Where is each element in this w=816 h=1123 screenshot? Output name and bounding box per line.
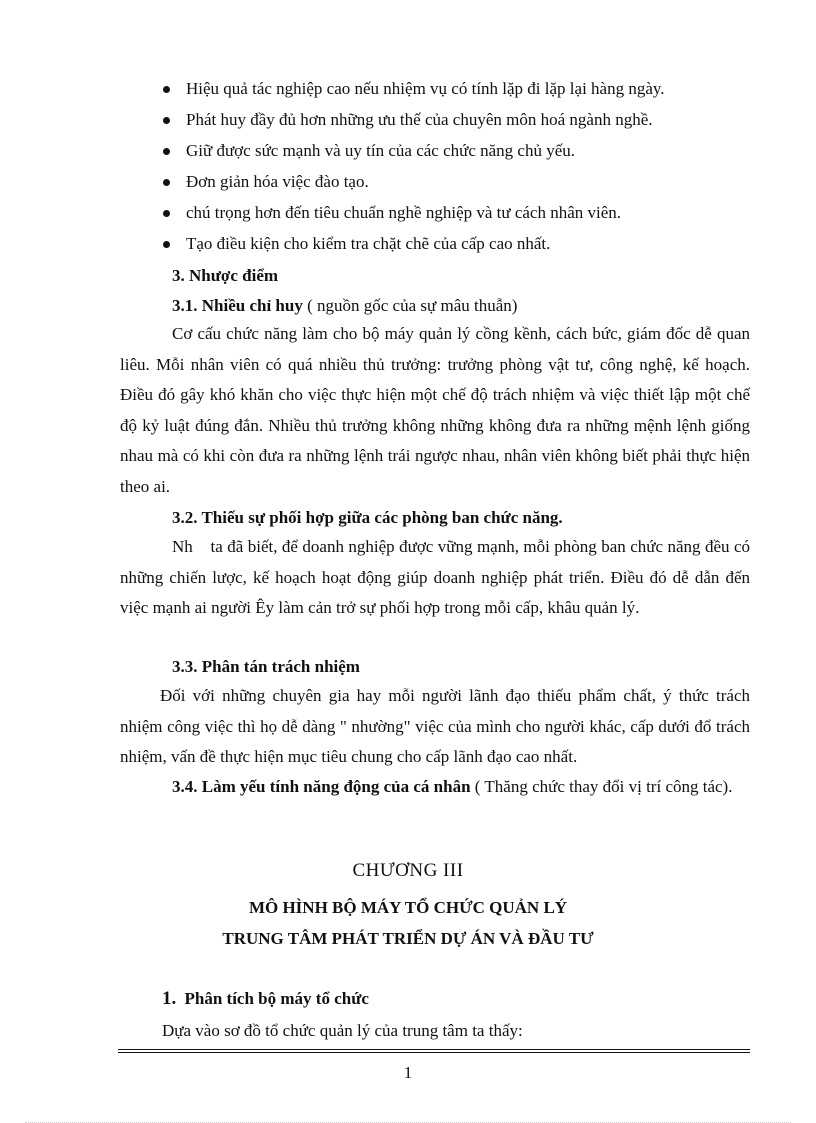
paragraph-3-3-text: Đối với những chuyên gia hay mỗi người lãnh đạo thiếu phẩm chất, ý thức trách nhiệm công việc thì họ dễ dàng " nhường" việc của mình cho người khác, cấp dưới đổ trách nhiệm, vấn đề thực hiện mục tiêu chung cho cấp lãnh đạo cao nhất. bbox=[120, 686, 750, 766]
paragraph-3-1-text: Cơ cấu chức năng làm cho bộ máy quản lý cồng kềnh, cách bức, giám đốc dễ quan liêu. Mỗi nhân viên có quá nhiều thủ trưởng: trưởng phòng vật tư, công nghệ, kế hoạch. Điều đó gây khó khăn cho việc thực hiện một chế độ trách nhiệm và việc thiết lập một chế độ kỷ luật đúng đắn. Nhiều thủ trưởng không những không đưa ra những mệnh lệnh giống nhau mà có khi còn đưa ra những lệnh trái ngược nhau, nhân viên không biết phải thực hiện theo ai. bbox=[120, 324, 750, 496]
heading-3-1 bbox=[172, 294, 517, 318]
list-item: chú trọng hơn đến tiêu chuẩn nghề nghiệp và tư cách nhân viên. bbox=[160, 199, 760, 230]
bullet-icon bbox=[163, 117, 170, 124]
chapter-title-line1: MÔ HÌNH BỘ MÁY TỔ CHỨC QUẢN LÝ bbox=[248, 898, 568, 917]
page-number: 1 bbox=[403, 1063, 413, 1082]
heading-3-4-title: 3.4. Làm yếu tính năng động của cá nhân bbox=[172, 777, 471, 796]
heading-3-2: 3.2. Thiếu sự phối hợp giữa các phòng ban chức năng. bbox=[172, 508, 563, 527]
bullet-icon bbox=[163, 86, 170, 93]
heading-3-1-note: ( nguồn gốc của sự mâu thuẫn) bbox=[302, 296, 518, 315]
heading-3-disadvantages: 3. Nhược điểm bbox=[172, 266, 279, 285]
list-item: Tạo điều kiện cho kiểm tra chặt chẽ của cấp cao nhất. bbox=[160, 230, 760, 261]
heading-3-1-title: 3.1. Nhiều chỉ huy bbox=[172, 296, 303, 315]
heading-1-title: Phân tích bộ máy tổ chức bbox=[184, 989, 369, 1008]
paragraph-3-1 bbox=[120, 319, 750, 502]
footer-rule-top bbox=[118, 1049, 750, 1050]
footer-rule-bottom bbox=[118, 1052, 750, 1053]
list-item: Giữ được sức mạnh và uy tín của các chức năng chủ yếu. bbox=[160, 137, 760, 168]
paragraph-3-2-text: Nh ta đã biết, để doanh nghiệp được vững mạnh, mỗi phòng ban chức năng đều có những chiến lược, kế hoạch hoạt động giúp doanh nghiệp phát triển. Điều đó dễ dẫn đến việc mạnh ai người Êy làm cản trở sự phối hợp trong mỗi cấp, khâu quản lý. bbox=[120, 537, 755, 617]
advantages-list bbox=[160, 75, 760, 261]
bullet-icon bbox=[163, 148, 170, 155]
heading-1-number: 1. bbox=[162, 988, 177, 1009]
heading-3-3: 3.3. Phân tán trách nhiệm bbox=[172, 657, 360, 676]
paragraph-3-3 bbox=[120, 681, 750, 773]
chapter-title-line2: TRUNG TÂM PHÁT TRIỂN DỰ ÁN VÀ ĐẦU TƯ bbox=[222, 929, 594, 948]
list-item: Hiệu quả tác nghiệp cao nếu nhiệm vụ có tính lặp đi lặp lại hàng ngày. bbox=[160, 75, 760, 106]
heading-1 bbox=[162, 987, 369, 1011]
list-item: Phát huy đầy đủ hơn những ưu thế của chuyên môn hoá ngành nghề. bbox=[160, 106, 760, 137]
paragraph-3-2 bbox=[120, 532, 755, 624]
bullet-icon bbox=[163, 210, 170, 217]
chapter-label: CHƯƠNG III bbox=[352, 860, 464, 881]
bullet-icon bbox=[163, 179, 170, 186]
list-item: Đơn giản hóa việc đào tạo. bbox=[160, 168, 760, 199]
paragraph-1: Dựa vào sơ đồ tổ chức quản lý của trung tâm ta thấy: bbox=[162, 1021, 523, 1040]
heading-3-4-note: ( Thăng chức thay đổi vị trí công tác). bbox=[470, 777, 733, 796]
heading-3-4 bbox=[120, 772, 750, 803]
bullet-icon bbox=[163, 241, 170, 248]
